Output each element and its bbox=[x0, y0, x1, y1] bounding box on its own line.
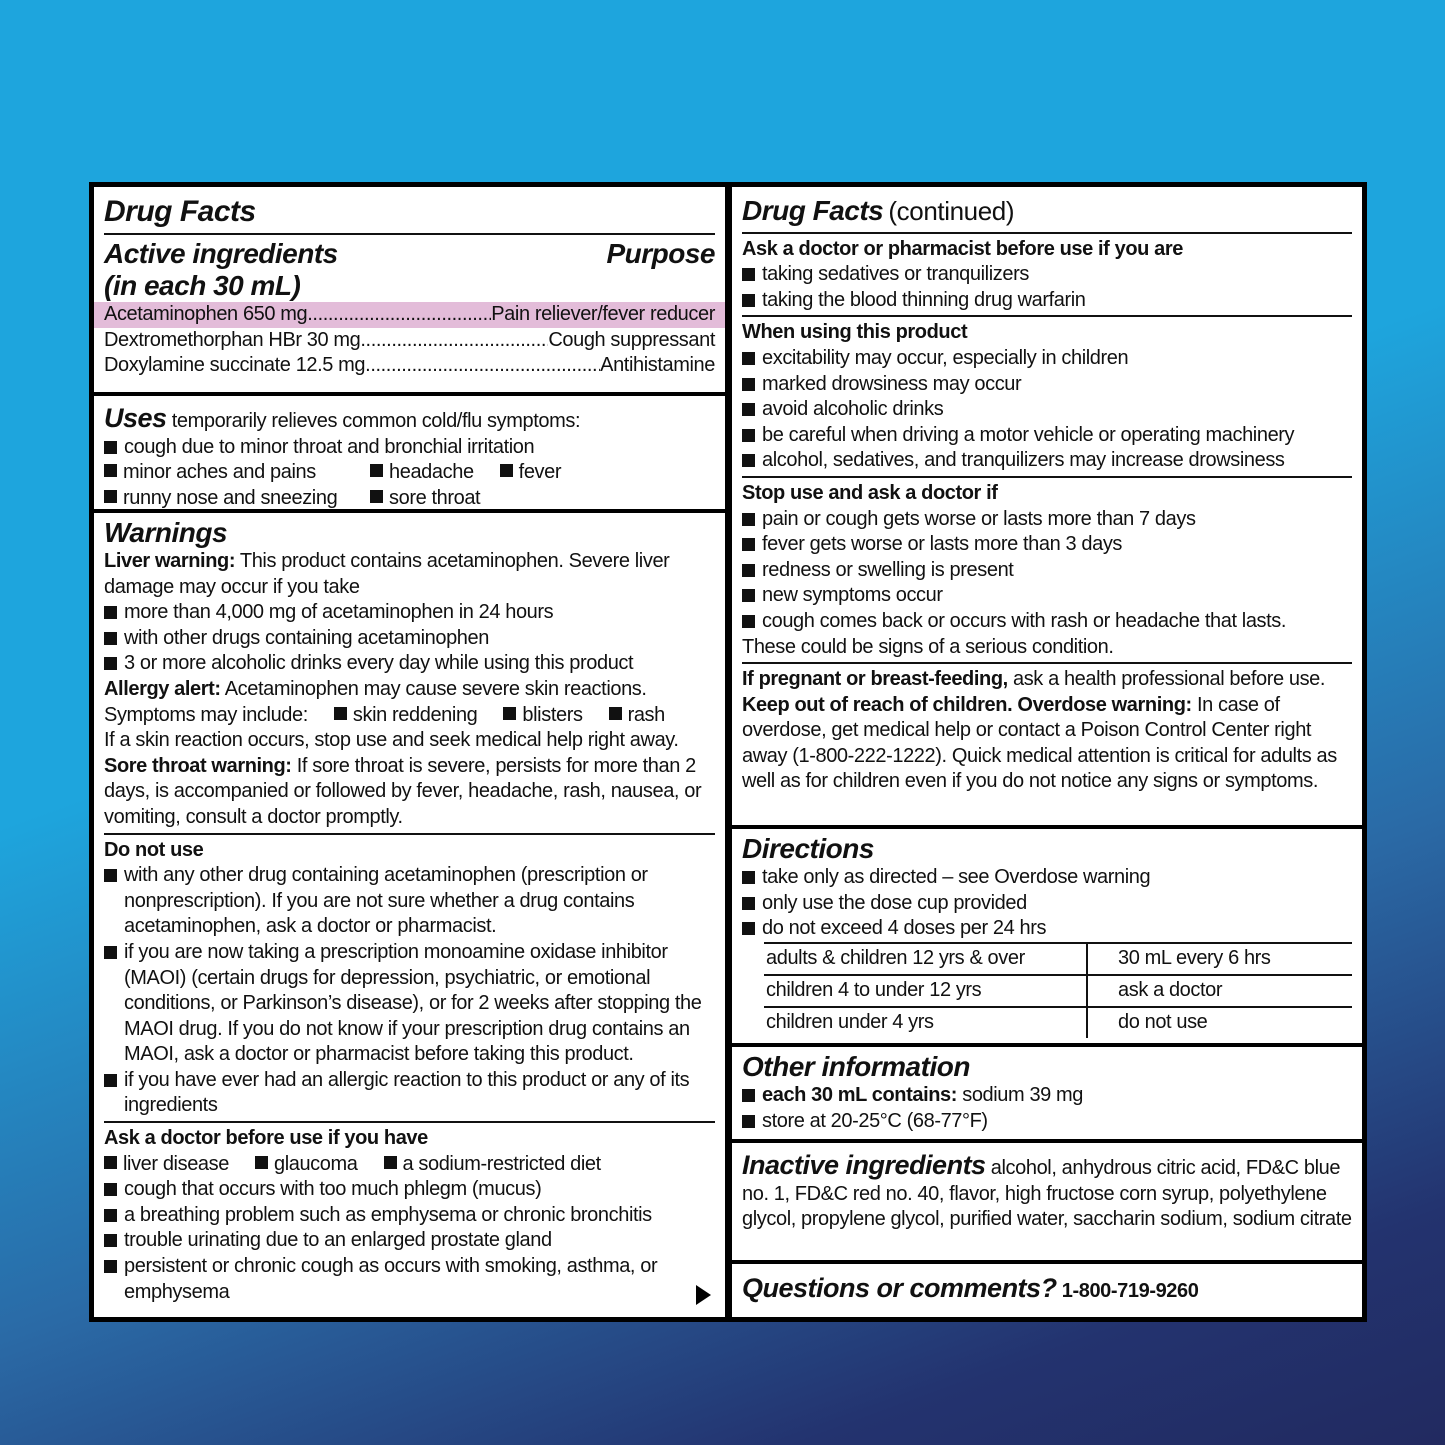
ingredient-purpose: Pain reliever/fever reducer bbox=[491, 303, 715, 325]
bullet-square-icon bbox=[104, 1260, 117, 1273]
divider bbox=[742, 476, 1352, 478]
directions-item: do not exceed 4 doses per 24 hrs bbox=[742, 916, 1352, 942]
ask-pharmacist-item: taking sedatives or tranquilizers bbox=[742, 262, 1352, 288]
bullet-square-icon bbox=[370, 464, 383, 477]
dosage-table bbox=[764, 942, 1352, 1038]
do-not-use-item: if you are now taking a prescription monoamine oxidase inhibitor (MAOI) (certain drugs for depression, psychiatric, or emotional conditions, or Parkinson’s disease), or for 2 weeks after stopping the MAOI drug. If you do not know if your prescription drug contains an MAOI, ask a doctor or pharmacist before taking this product. bbox=[104, 940, 715, 1068]
liver-warning-item: 3 or more alcoholic drinks every day while using this product bbox=[104, 651, 715, 677]
bullet-square-icon bbox=[104, 1209, 117, 1222]
bullet-square-icon bbox=[742, 268, 755, 281]
bullet-square-icon bbox=[104, 1234, 117, 1247]
bullet-square-icon bbox=[104, 606, 117, 619]
do-not-use-item: if you have ever had an allergic reaction to this product or any of its ingredients bbox=[104, 1068, 715, 1119]
leader-dots bbox=[307, 302, 491, 328]
ask-doctor-item: trouble urinating due to an enlarged prostate gland bbox=[104, 1228, 715, 1254]
dose: do not use bbox=[1087, 1007, 1352, 1038]
questions-phone[interactable]: 1-800-719-9260 bbox=[1061, 1280, 1199, 1302]
leader-dots bbox=[360, 328, 548, 354]
ingredient-row bbox=[94, 302, 725, 328]
other-information-heading: Other information bbox=[742, 1051, 970, 1082]
bullet-square-icon bbox=[742, 538, 755, 551]
bullet-square-icon bbox=[503, 707, 516, 720]
other-info-item: store at 20-25°C (68-77°F) bbox=[742, 1109, 1352, 1135]
bullet-square-icon bbox=[742, 615, 755, 628]
bullet-square-icon bbox=[334, 707, 347, 720]
bullet-square-icon bbox=[742, 403, 755, 416]
bullet-square-icon bbox=[384, 1156, 397, 1169]
stop-use-item: redness or swelling is present bbox=[742, 558, 1352, 584]
dosage-row bbox=[764, 943, 1352, 975]
bullet-square-icon bbox=[742, 294, 755, 307]
divider bbox=[104, 833, 715, 835]
liver-warning: Liver warning: This product contains acetaminophen. Severe liver damage may occur if you take bbox=[104, 550, 670, 598]
bullet-square-icon bbox=[742, 589, 755, 602]
divider bbox=[742, 662, 1352, 664]
age-group: children under 4 yrs bbox=[764, 1007, 1087, 1038]
bullet-square-icon bbox=[104, 464, 117, 477]
right-column bbox=[732, 187, 1362, 1317]
ingredient-name: Acetaminophen 650 mg bbox=[104, 303, 308, 325]
liver-warning-item: more than 4,000 mg of acetaminophen in 24 hours bbox=[104, 600, 715, 626]
do-not-use-item: with any other drug containing acetaminophen (prescription or nonprescription). If you are not sure whether a drug contains acetaminophen, ask a doctor or pharmacist. bbox=[104, 863, 715, 940]
sore-throat-warning: Sore throat warning: If sore throat is severe, persists for more than 2 days, is accompanied or followed by fever, headache, rash, nausea, or vomiting, consult a doctor promptly. bbox=[104, 754, 702, 828]
when-using-item: avoid alcoholic drinks bbox=[742, 397, 1352, 423]
stop-use-item: pain or cough gets worse or lasts more than 7 days bbox=[742, 507, 1352, 533]
stop-use-heading: Stop use and ask a doctor if bbox=[742, 481, 998, 504]
directions-section bbox=[732, 829, 1362, 1043]
bullet-square-icon bbox=[104, 632, 117, 645]
ask-doctor-item: persistent or chronic cough as occurs with smoking, asthma, or emphysema bbox=[104, 1254, 715, 1305]
purpose-heading: Purpose bbox=[606, 238, 715, 269]
uses-intro: temporarily relieves common cold/flu symptoms: bbox=[171, 410, 581, 432]
stop-use-note: These could be signs of a serious condition. bbox=[742, 635, 1114, 658]
bullet-square-icon bbox=[742, 871, 755, 884]
inactive-ingredients-list: alcohol, anhydrous citric acid, FD&C blue no. 1, FD&C red no. 40, flavor, high fructose corn syrup, polyethylene glycol, propylene glycol, purified water, saccharin sodium, sodium citrate bbox=[742, 1157, 1352, 1231]
continued-title: Drug Facts (continued) bbox=[742, 195, 1015, 226]
bullet-square-icon bbox=[742, 564, 755, 577]
directions-heading: Directions bbox=[742, 833, 874, 864]
uses-inline-list: runny nose and sneezing sore throat bbox=[104, 486, 715, 512]
continued-warnings-section bbox=[732, 187, 1362, 825]
divider bbox=[742, 232, 1352, 234]
bullet-square-icon bbox=[742, 429, 755, 442]
do-not-use-heading: Do not use bbox=[104, 838, 204, 861]
ingredient-purpose: Antihistamine bbox=[600, 354, 715, 377]
directions-item: take only as directed – see Overdose warning bbox=[742, 865, 1352, 891]
bullet-square-icon bbox=[104, 1074, 117, 1087]
allergy-alert: Allergy alert: Acetaminophen may cause severe skin reactions. bbox=[104, 677, 647, 700]
bullet-square-icon bbox=[255, 1156, 268, 1169]
ingredient-row bbox=[104, 328, 715, 354]
bullet-square-icon bbox=[370, 490, 383, 503]
ingredient-row bbox=[104, 353, 715, 379]
bullet-square-icon bbox=[104, 441, 117, 454]
when-using-item: be careful when driving a motor vehicle or operating machinery bbox=[742, 423, 1352, 449]
age-group: adults & children 12 yrs & over bbox=[764, 943, 1087, 975]
ask-doctor-heading: Ask a doctor before use if you have bbox=[104, 1127, 428, 1150]
ingredient-purpose: Cough suppressant bbox=[548, 328, 715, 351]
bullet-square-icon bbox=[742, 378, 755, 391]
drug-facts-title: Drug Facts bbox=[104, 195, 256, 228]
bullet-square-icon bbox=[104, 657, 117, 670]
when-using-item: alcohol, sedatives, and tranquilizers may increase drowsiness bbox=[742, 448, 1352, 474]
bullet-square-icon bbox=[742, 922, 755, 935]
uses-section bbox=[94, 396, 725, 509]
inactive-ingredients-heading: Inactive ingredients bbox=[742, 1150, 986, 1180]
ask-doctor-item: a breathing problem such as emphysema or chronic bronchitis bbox=[104, 1203, 715, 1229]
other-information-section bbox=[732, 1047, 1362, 1139]
questions-section bbox=[732, 1264, 1362, 1317]
warnings-section bbox=[94, 513, 725, 1317]
ask-doctor-item: cough that occurs with too much phlegm (mucus) bbox=[104, 1177, 715, 1203]
bullet-square-icon bbox=[104, 946, 117, 959]
uses-heading: Uses bbox=[104, 403, 167, 433]
dose: ask a doctor bbox=[1087, 975, 1352, 1007]
when-using-item: excitability may occur, especially in children bbox=[742, 346, 1352, 372]
ingredient-name: Doxylamine succinate 12.5 mg bbox=[104, 354, 366, 377]
drug-facts-panel bbox=[89, 182, 1367, 1322]
other-info-item: each 30 mL contains: sodium 39 mg bbox=[742, 1083, 1352, 1109]
directions-item: only use the dose cup provided bbox=[742, 891, 1352, 917]
stop-use-item: new symptoms occur bbox=[742, 583, 1352, 609]
questions-heading: Questions or comments? bbox=[742, 1273, 1057, 1303]
bullet-square-icon bbox=[742, 352, 755, 365]
ingredient-name: Dextromethorphan HBr 30 mg bbox=[104, 328, 361, 351]
when-using-heading: When using this product bbox=[742, 321, 968, 344]
ask-doctor-inline-list: liver disease glaucoma a sodium-restricted diet bbox=[104, 1152, 715, 1178]
liver-warning-item: with other drugs containing acetaminophen bbox=[104, 626, 715, 652]
bullet-square-icon bbox=[104, 869, 117, 882]
divider bbox=[742, 315, 1352, 317]
uses-inline-list: minor aches and pains headache fever bbox=[104, 460, 715, 486]
bullet-square-icon bbox=[742, 1115, 755, 1128]
uses-item: cough due to minor throat and bronchial irritation bbox=[104, 435, 715, 461]
dosage-row bbox=[764, 975, 1352, 1007]
allergy-symptoms: Symptoms may include: skin reddening blisters rash bbox=[104, 703, 665, 726]
active-ingredients-heading: Active ingredients bbox=[104, 238, 338, 269]
bullet-square-icon bbox=[742, 454, 755, 467]
bullet-square-icon bbox=[742, 513, 755, 526]
divider bbox=[104, 1121, 715, 1123]
active-ingredients-section bbox=[94, 187, 725, 392]
continue-arrow-icon bbox=[696, 1285, 711, 1305]
ask-pharmacist-heading: Ask a doctor or pharmacist before use if you are bbox=[742, 237, 1183, 260]
bullet-square-icon bbox=[104, 490, 117, 503]
warnings-heading: Warnings bbox=[104, 517, 228, 548]
skin-reaction-text: If a skin reaction occurs, stop use and seek medical help right away. bbox=[104, 729, 679, 752]
dose: 30 mL every 6 hrs bbox=[1087, 943, 1352, 975]
bullet-square-icon bbox=[104, 1156, 117, 1169]
left-column bbox=[94, 187, 725, 1317]
leader-dots bbox=[365, 353, 600, 379]
pregnancy-warning: If pregnant or breast-feeding, ask a health professional before use. bbox=[742, 668, 1326, 691]
bullet-square-icon bbox=[104, 1183, 117, 1196]
stop-use-item: fever gets worse or lasts more than 3 days bbox=[742, 532, 1352, 558]
bullet-square-icon bbox=[609, 707, 622, 720]
inactive-ingredients-section bbox=[732, 1143, 1362, 1260]
ask-pharmacist-item: taking the blood thinning drug warfarin bbox=[742, 288, 1352, 314]
divider bbox=[104, 233, 715, 235]
bullet-square-icon bbox=[500, 464, 513, 477]
active-ingredients-subheading: (in each 30 mL) bbox=[104, 270, 301, 301]
dosage-row bbox=[764, 1007, 1352, 1038]
overdose-warning: Keep out of reach of children. Overdose warning: In case of overdose, get medical help or contact a Poison Control Center right away (1-800-222-1222). Quick medical attention is critical for adults as well as for children even if you do not notice any signs or symptoms. bbox=[742, 693, 1337, 793]
when-using-item: marked drowsiness may occur bbox=[742, 372, 1352, 398]
bullet-square-icon bbox=[742, 1089, 755, 1102]
age-group: children 4 to under 12 yrs bbox=[764, 975, 1087, 1007]
stop-use-item: cough comes back or occurs with rash or headache that lasts. bbox=[742, 609, 1352, 635]
bullet-square-icon bbox=[742, 897, 755, 910]
